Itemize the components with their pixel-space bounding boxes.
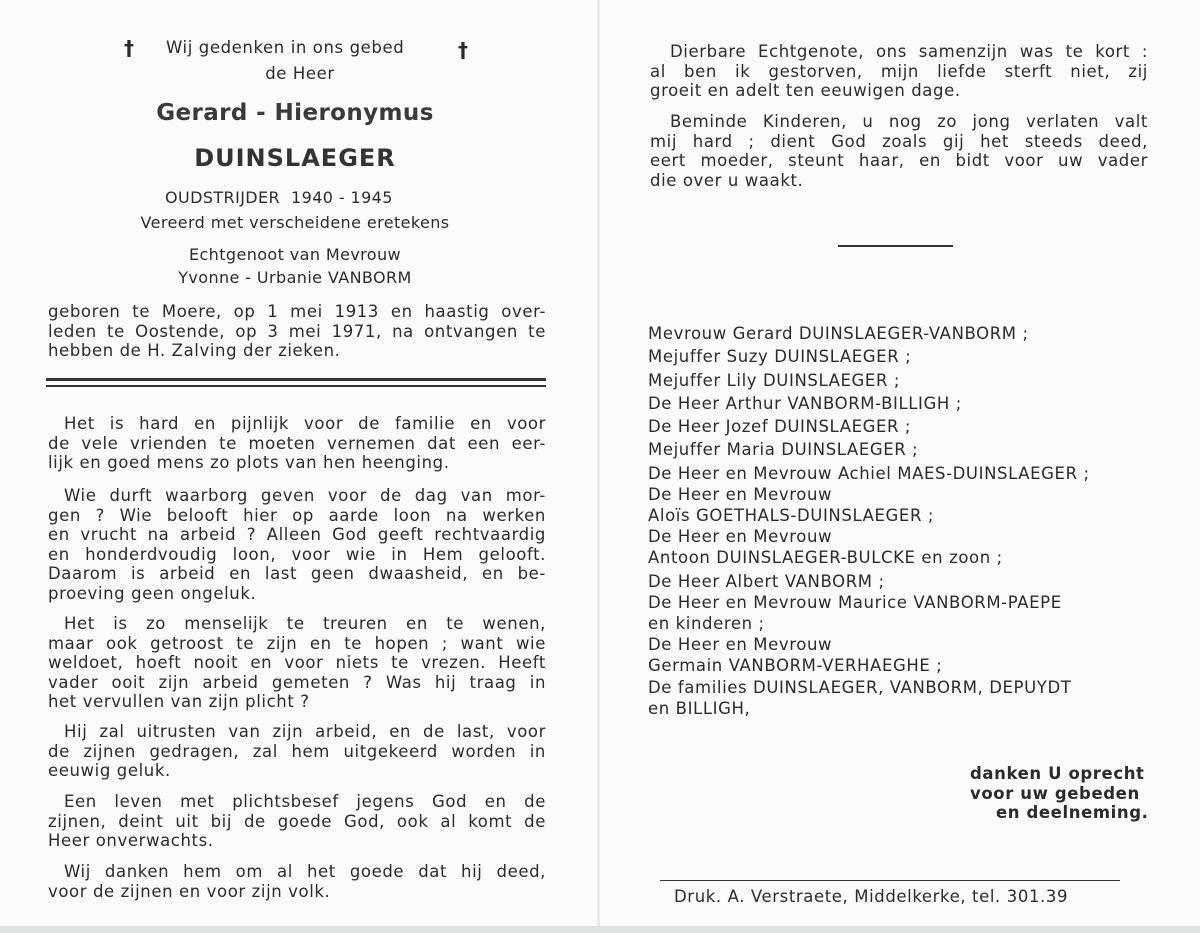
text-line: mij hard ; dient God zoals gij het steeds deed,	[650, 131, 1148, 151]
text-line: vader ooit zijn arbeid gemeten ? Was hij traag in	[48, 672, 546, 692]
text-line: maar ook getroost te zijn en te hopen ; want wie	[48, 633, 546, 653]
text-line: lijk en goed mens zo plots van hen heenging.	[48, 453, 450, 472]
mourner-line: Mejuffer Suzy DUINSLAEGER ;	[648, 347, 912, 367]
paragraph-3	[48, 614, 546, 712]
spouse-name: Yvonne - Urbanie VANBORM	[178, 268, 412, 287]
short-divider	[838, 245, 953, 247]
veteran-line	[165, 188, 393, 207]
mourner-line: De Heer Jozef DUINSLAEGER ;	[648, 417, 912, 437]
scan-edge	[0, 926, 1200, 933]
mourner-line: De families DUINSLAEGER, VANBORM, DEPUYDT	[648, 677, 1072, 697]
paragraph-5	[48, 792, 546, 851]
thanks-block	[970, 764, 1149, 823]
text-line: eert moeder, steunt haar, en bidt voor uw vader	[650, 151, 1148, 170]
divider-rule-bottom	[46, 385, 546, 387]
birth-death-paragraph	[48, 302, 546, 361]
text-line: weldoet, hoeft nooit en voor niets te vrezen. Heeft	[48, 653, 546, 672]
text-line: proeving geen ongeluk.	[48, 583, 257, 603]
text-line: en vrucht na arbeid ? Alleen God geeft rechtvaardig	[48, 525, 546, 544]
text-line: Het is hard en pijnlijk voor de familie en voor	[64, 414, 546, 433]
mourner-line: Mevrouw Gerard DUINSLAEGER-VANBORM ;	[648, 324, 1029, 343]
divider-rule-top	[46, 378, 546, 381]
text-line: Het is zo menselijk te treuren en te wenen,	[64, 614, 546, 633]
honors-line: Vereerd met verscheidene eretekens	[140, 213, 450, 232]
text-line: al ben ik gestorven, mijn liefde sterft niet, zij	[650, 61, 1148, 81]
mourner-line: Mejuffer Maria DUINSLAEGER ;	[648, 440, 919, 460]
veteran-label: OUDSTRIJDER	[165, 188, 281, 207]
mourner-line: Germain VANBORM-VERHAEGHE ;	[648, 656, 943, 676]
prayer-line: Wij gedenken in ons gebed	[166, 38, 405, 57]
text-line: Heer onverwachts.	[48, 831, 214, 850]
text-line: zijnen, deint uit bij de goede God, ook al komt de	[48, 811, 546, 831]
surname: DUINSLAEGER	[194, 144, 396, 172]
verse-children	[650, 112, 1148, 190]
text-line: Wie durft waarborg geven voor de dag van mor-	[64, 486, 546, 505]
text-line: voor de zijnen en voor zijn volk.	[48, 881, 331, 901]
mourner-line: Mejuffer Lily DUINSLAEGER ;	[648, 370, 901, 390]
text-line: groeit en adelt ten eeuwigen dage.	[650, 81, 961, 100]
text-line: geboren te Moere, op 1 mei 1913 en haastig over-	[48, 302, 546, 321]
text-line: gen ? Wie belooft hier op aarde loon na werken	[48, 505, 546, 525]
thanks-line: danken U oprecht	[970, 764, 1145, 783]
mourner-line: Antoon DUINSLAEGER-BULCKE en zoon ;	[648, 548, 1003, 568]
veteran-years: 1940 - 1945	[291, 188, 393, 207]
paragraph-1	[48, 414, 546, 473]
mourners-list	[648, 322, 1148, 720]
spouse-intro: Echtgenoot van Mevrouw	[188, 245, 402, 264]
paragraph-4	[48, 722, 546, 781]
mourner-line: en BILLIGH,	[648, 698, 751, 718]
mourner-line: De Heer en Mevrouw Maurice VANBORM-PAEPE	[648, 592, 1062, 612]
text-line: de vele vrienden te moeten vernemen dat een eer-	[48, 433, 546, 453]
mourner-line: en kinderen ;	[648, 613, 765, 633]
text-line: Hij zal uitrusten van zijn arbeid, en de last, voor	[64, 722, 546, 741]
mourner-line: De Heer Arthur VANBORM-BILLIGH ;	[648, 393, 962, 413]
title-de-heer: de Heer	[265, 64, 335, 83]
first-names: Gerard - Hieronymus	[156, 100, 434, 126]
text-line: het vervullen van zijn plicht ?	[48, 692, 310, 711]
verse-spouse	[650, 42, 1148, 101]
text-line: Beminde Kinderen, u nog zo jong verlaten valt	[670, 112, 1148, 131]
text-line: Een leven met plichtsbesef jegens God en de	[64, 792, 546, 811]
text-line: en honderdvoudig loon, voor wie in Hem gelooft.	[48, 544, 546, 564]
text-line: eeuwig geluk.	[48, 761, 171, 780]
mourner-line: De Heer Albert VANBORM ;	[648, 571, 885, 591]
mourner-line: De Heer en Mevrouw	[648, 527, 833, 547]
text-line: die over u waakt.	[650, 170, 804, 190]
text-line: Dierbare Echtgenote, ons samenzijn was te kort :	[670, 42, 1148, 61]
text-line: de zijnen gedragen, zal hem uitgekeerd worden in	[48, 741, 546, 761]
mourner-line: De Heer en Mevrouw	[648, 635, 833, 655]
printer-line: Druk. A. Verstraete, Middelkerke, tel. 301.39	[674, 887, 1069, 906]
paragraph-6	[48, 862, 546, 901]
mourner-line: De Heer en Mevrouw	[648, 485, 833, 505]
cross-icon-left: †	[124, 36, 134, 60]
text-line: leden te Oostende, op 3 mei 1971, na ontvangen te	[48, 321, 546, 341]
text-line: Wij danken hem om al het goede dat hij deed,	[64, 862, 546, 881]
card-fold	[597, 0, 600, 933]
printer-rule	[660, 880, 1120, 881]
thanks-line: en deelneming.	[996, 803, 1149, 822]
paragraph-2	[48, 486, 546, 603]
thanks-line: voor uw gebeden	[970, 783, 1140, 803]
text-line: hebben de H. Zalving der zieken.	[48, 341, 341, 360]
mourner-line: Aloïs GOETHALS-DUINSLAEGER ;	[648, 506, 935, 526]
cross-icon-right: †	[458, 38, 468, 62]
mourner-line: De Heer en Mevrouw Achiel MAES-DUINSLAEGER ;	[648, 463, 1090, 483]
text-line: Daarom is arbeid en last geen dwaasheid, en be-	[48, 564, 546, 583]
